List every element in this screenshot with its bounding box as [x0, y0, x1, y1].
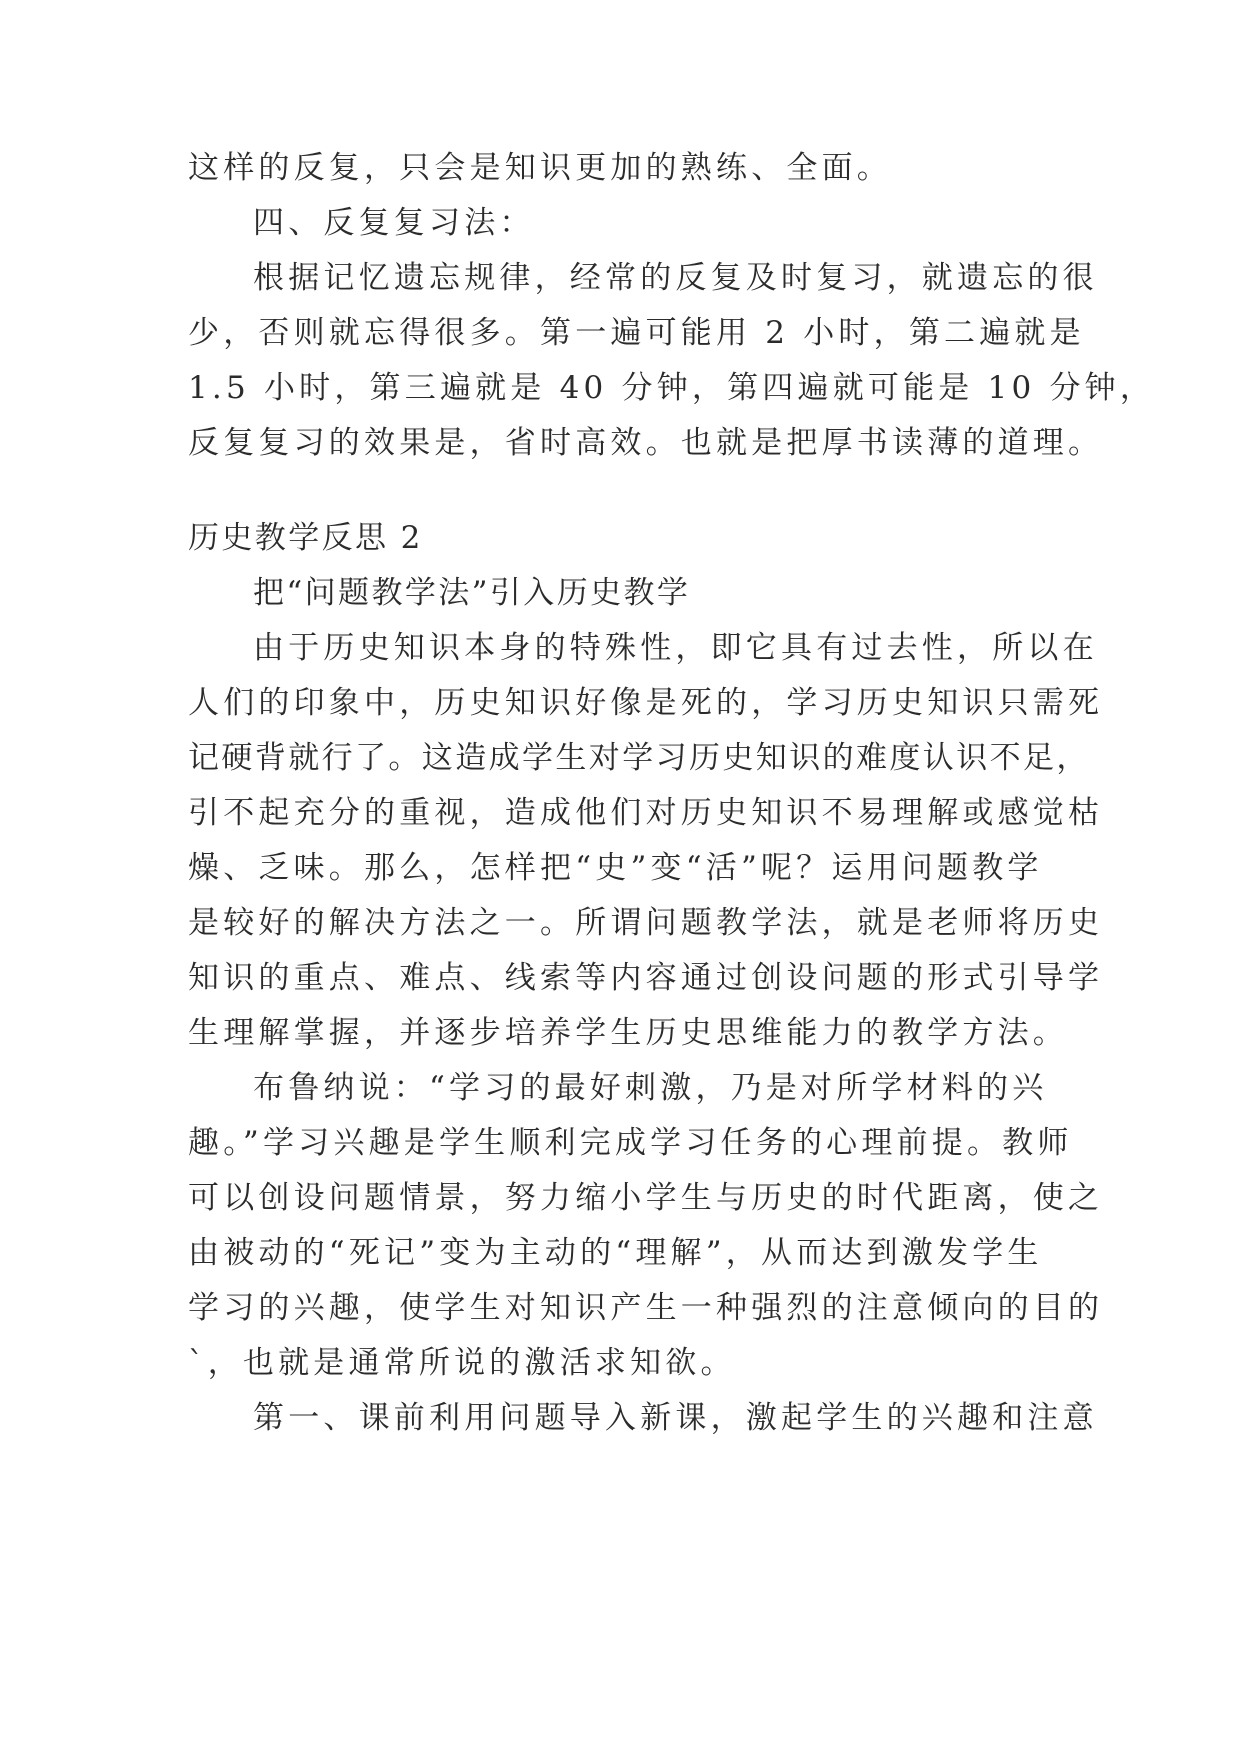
paragraph-line: 反复复习的效果是，省时高效。也就是把厚书读薄的道理。 — [188, 425, 1104, 461]
paragraph-line: 记硬背就行了。这造成学生对学习历史知识的难度认识不足， — [188, 740, 1090, 776]
paragraph-line: 第一、课前利用问题导入新课，激起学生的兴趣和注意 — [253, 1400, 1098, 1436]
paragraph-line: 是较好的解决方法之一。所谓问题教学法，就是老师将历史 — [188, 905, 1104, 941]
section-heading: 四、反复复习法： — [253, 205, 535, 241]
paragraph-line: 趣。”学习兴趣是学生顺利完成学习任务的心理前提。教师 — [188, 1125, 1073, 1161]
paragraph-line: 引不起充分的重视，造成他们对历史知识不易理解或感觉枯 — [188, 795, 1104, 831]
paragraph-line: 生理解掌握，并逐步培养学生历史思维能力的教学方法。 — [188, 1015, 1068, 1051]
paragraph-line: 知识的重点、难点、线索等内容通过创设问题的形式引导学 — [188, 960, 1104, 996]
paragraph-line: 根据记忆遗忘规律，经常的反复及时复习，就遗忘的很 — [253, 260, 1098, 296]
paragraph-line: 燥、乏味。那么，怎样把“史”变“活”呢？运用问题教学 — [188, 850, 1043, 886]
paragraph-line: 少，否则就忘得很多。第一遍可能用 2 小时，第二遍就是 — [188, 315, 1085, 351]
paragraph-line: 由于历史知识本身的特殊性，即它具有过去性，所以在 — [253, 630, 1098, 666]
paragraph-line: 由被动的“死记”变为主动的“理解”，从而达到激发学生 — [188, 1235, 1043, 1271]
paragraph-line: 可以创设问题情景，努力缩小学生与历史的时代距离，使之 — [188, 1180, 1104, 1216]
paragraph-line: `，也就是通常所说的激活求知欲。 — [188, 1345, 736, 1381]
paragraph-line: 布鲁纳说：“学习的最好刺激，乃是对所学材料的兴 — [253, 1070, 1048, 1106]
paragraph-line: 这样的反复，只会是知识更加的熟练、全面。 — [188, 150, 892, 186]
paragraph-line: 学习的兴趣，使学生对知识产生一种强烈的注意倾向的目的 — [188, 1290, 1104, 1326]
paragraph-line: 人们的印象中，历史知识好像是死的，学习历史知识只需死 — [188, 685, 1104, 721]
document-title: 历史教学反思 2 — [188, 520, 423, 556]
paragraph-line: 1.5 小时，第三遍就是 40 分钟，第四遍就可能是 10 分钟， — [188, 370, 1156, 406]
section-subtitle: 把“问题教学法”引入历史教学 — [253, 575, 691, 611]
